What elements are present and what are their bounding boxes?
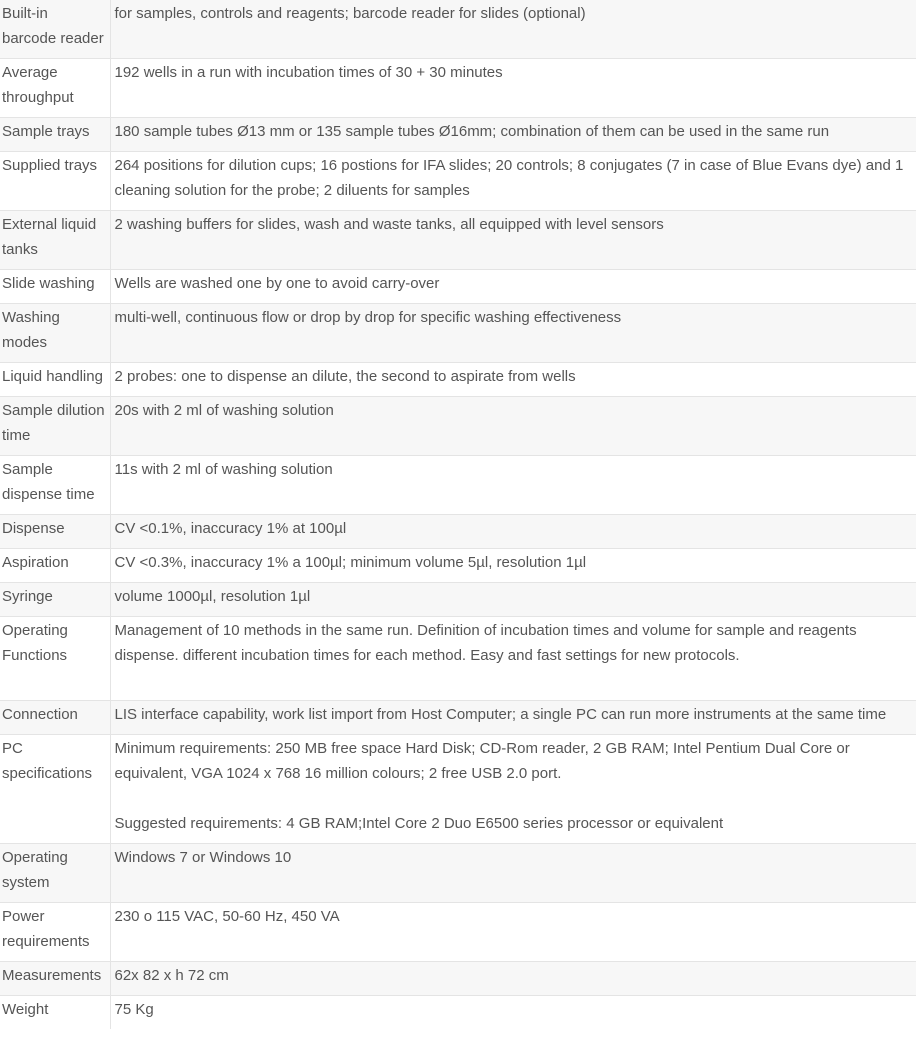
spec-label: Syringe — [0, 583, 110, 617]
spec-value — [110, 617, 916, 701]
spec-value — [110, 583, 916, 617]
spec-label: PC specifications — [0, 735, 110, 844]
spec-value-text: Windows 7 or Windows 10 — [114, 849, 292, 866]
spec-row-supplied-trays — [0, 152, 916, 211]
spec-value-text: for samples, controls and reagents; barcode reader for slides (optional) — [114, 5, 586, 22]
spec-row-syringe — [0, 583, 916, 617]
spec-value-text: 264 positions for dilution cups; 16 postions for IFA slides; 20 controls; 8 conjugates (7 in case of Blue Evans dye) and 1 cleaning solution for the probe; 2 diluents for samples — [114, 157, 904, 199]
spec-label: External liquid tanks — [0, 211, 110, 270]
spec-row-operating-functions — [0, 617, 916, 701]
spec-value-text: 20s with 2 ml of washing solution — [114, 402, 334, 419]
spec-value — [110, 735, 916, 844]
spec-row-liquid-handling — [0, 363, 916, 397]
spec-label: Power requirements — [0, 903, 110, 962]
spec-value-text: Minimum requirements: 250 MB free space Hard Disk; CD-Rom reader, 2 GB RAM; Intel Pentium Dual Core or equivalent, VGA 1024 x 768 16 million colours; 2 free USB 2.0 port. — [114, 740, 850, 782]
spec-row-washing-modes — [0, 304, 916, 363]
spec-value — [110, 549, 916, 583]
spec-value — [110, 962, 916, 996]
spec-label: Weight — [0, 996, 110, 1030]
spec-row-average-throughput — [0, 59, 916, 118]
spec-label: Sample trays — [0, 118, 110, 152]
spec-row-sample-dilution-time — [0, 397, 916, 456]
spec-label: Average throughput — [0, 59, 110, 118]
spec-value-text: multi-well, continuous flow or drop by drop for specific washing effectiveness — [114, 309, 622, 326]
spec-value-text: volume 1000µl, resolution 1µl — [114, 588, 311, 605]
spec-label: Slide washing — [0, 270, 110, 304]
spec-value-text: 11s with 2 ml of washing solution — [114, 461, 333, 478]
spec-value — [110, 270, 916, 304]
spec-value — [110, 397, 916, 456]
spec-label: Measurements — [0, 962, 110, 996]
spec-label: Aspiration — [0, 549, 110, 583]
spec-label: Connection — [0, 701, 110, 735]
spec-value — [110, 844, 916, 903]
spec-value-text: 75 Kg — [114, 1001, 154, 1018]
spec-value-text: 62x 82 x h 72 cm — [114, 967, 229, 984]
spec-value-text: Wells are washed one by one to avoid carry-over — [114, 275, 440, 292]
spec-label: Supplied trays — [0, 152, 110, 211]
spec-value — [110, 211, 916, 270]
spec-value — [110, 0, 916, 59]
spec-label: Sample dilution time — [0, 397, 110, 456]
spec-row-measurements — [0, 962, 916, 996]
spec-row-operating-system — [0, 844, 916, 903]
spec-label: Built-in barcode reader — [0, 0, 110, 59]
spec-value — [110, 59, 916, 118]
spec-value — [110, 152, 916, 211]
spec-row-connection — [0, 701, 916, 735]
spec-row-aspiration — [0, 549, 916, 583]
spec-label: Washing modes — [0, 304, 110, 363]
spec-row-barcode-reader — [0, 0, 916, 59]
spec-row-sample-trays — [0, 118, 916, 152]
spec-value — [110, 515, 916, 549]
spec-value-text: 2 probes: one to dispense an dilute, the second to aspirate from wells — [114, 368, 576, 385]
spec-row-pc-specifications — [0, 735, 916, 844]
spec-label: Dispense — [0, 515, 110, 549]
spec-label: Operating Functions — [0, 617, 110, 701]
spec-value — [110, 903, 916, 962]
spec-value — [110, 118, 916, 152]
spec-value-text: 180 sample tubes Ø13 mm or 135 sample tubes Ø16mm; combination of them can be used in the same run — [114, 123, 830, 140]
blank-line — [115, 668, 913, 693]
spec-row-external-liquid-tanks — [0, 211, 916, 270]
spec-value-text: Suggested requirements: 4 GB RAM;Intel Core 2 Duo E6500 series processor or equivalent — [114, 815, 724, 832]
spec-label: Sample dispense time — [0, 456, 110, 515]
spec-value-text: Management of 10 methods in the same run. Definition of incubation times and volume for sample and reagents dispense. different incubation times for each method. Easy and fast settings for new protocols. — [114, 622, 857, 664]
spec-value-text: 2 washing buffers for slides, wash and waste tanks, all equipped with level sensors — [114, 216, 664, 233]
spec-row-weight — [0, 996, 916, 1030]
spec-row-dispense — [0, 515, 916, 549]
spec-value-text: LIS interface capability, work list import from Host Computer; a single PC can run more instruments at the same time — [114, 706, 887, 723]
spec-value-text: 192 wells in a run with incubation times of 30 + 30 minutes — [114, 64, 503, 81]
spec-value-text: 230 o 115 VAC, 50-60 Hz, 450 VA — [114, 908, 340, 925]
spec-value-text: CV <0.1%, inaccuracy 1% at 100µl — [114, 520, 347, 537]
spec-row-power-requirements — [0, 903, 916, 962]
spec-value-text: CV <0.3%, inaccuracy 1% a 100µl; minimum volume 5µl, resolution 1µl — [114, 554, 587, 571]
spec-row-slide-washing — [0, 270, 916, 304]
spec-row-sample-dispense-time — [0, 456, 916, 515]
spec-value — [110, 304, 916, 363]
spec-value — [110, 701, 916, 735]
spec-value — [110, 456, 916, 515]
spec-label: Liquid handling — [0, 363, 110, 397]
spec-label: Operating system — [0, 844, 110, 903]
spec-value — [110, 996, 916, 1030]
spec-value — [110, 363, 916, 397]
